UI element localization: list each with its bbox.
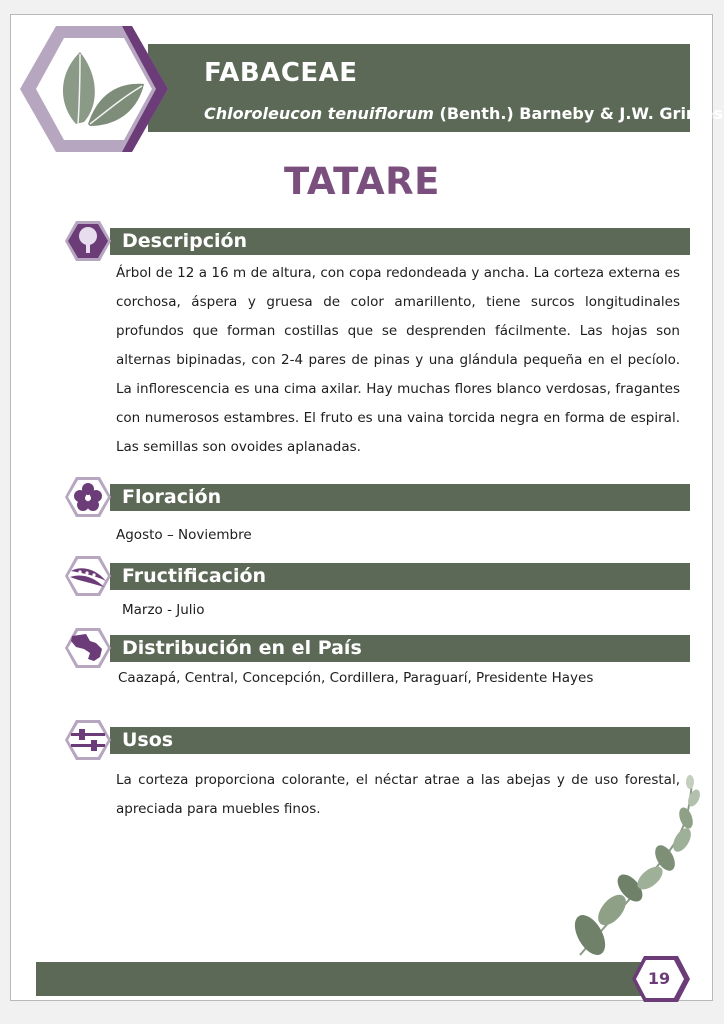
section-title-descripcion: Descripción xyxy=(122,230,248,252)
scientific-author: (Benth.) Barneby & J.W. Grimes xyxy=(439,104,723,123)
family-name: FABACEAE xyxy=(204,58,358,88)
leaves-icon xyxy=(18,24,170,154)
section-title-usos: Usos xyxy=(122,729,174,751)
vine-decoration-icon xyxy=(570,760,710,960)
tools-icon xyxy=(64,719,112,761)
scientific-binomial: Chloroleucon tenuiflorum xyxy=(204,104,434,123)
scientific-name xyxy=(204,104,723,123)
floracion-text: Agosto – Noviembre xyxy=(116,527,252,543)
page-title: TATARE xyxy=(284,160,440,203)
section-bar-usos xyxy=(110,727,690,754)
descripcion-text: Árbol de 12 a 16 m de altura, con copa redondeada y ancha. La corteza externa es corchosa, áspera y gruesa de color amarillento, tiene surcos longitudinales profundos que forman costillas que se desprenden fácilmente. Las hojas son alternas bipinadas, con 2-4 pares de pinas y una glándula pequeña en el pecíolo. La inflorescencia es una cima axilar. Hay muchas flores blanco verdosas, fragantes con numerosos estambres. El fruto es una vaina torcida negra en forma de espiral. Las semillas son ovoides aplanadas. xyxy=(116,265,680,455)
section-title-floracion: Floración xyxy=(122,486,222,508)
fructificacion-text: Marzo - Julio xyxy=(122,602,205,618)
footer-bar xyxy=(36,962,656,996)
usos-text: La corteza proporciona colorante, el néctar atrae a las abejas y de uso forestal, apreciada para muebles finos. xyxy=(116,772,680,817)
paraguay-map-icon xyxy=(64,627,112,669)
distribucion-text: Caazapá, Central, Concepción, Cordillera, Paraguarí, Presidente Hayes xyxy=(118,670,594,686)
page-number: 19 xyxy=(647,969,671,988)
section-title-fructificacion: Fructificación xyxy=(122,565,267,587)
flower-icon xyxy=(64,476,112,518)
tree-icon xyxy=(64,220,112,262)
pod-icon xyxy=(64,555,112,597)
section-title-distribucion: Distribución en el País xyxy=(122,637,362,659)
